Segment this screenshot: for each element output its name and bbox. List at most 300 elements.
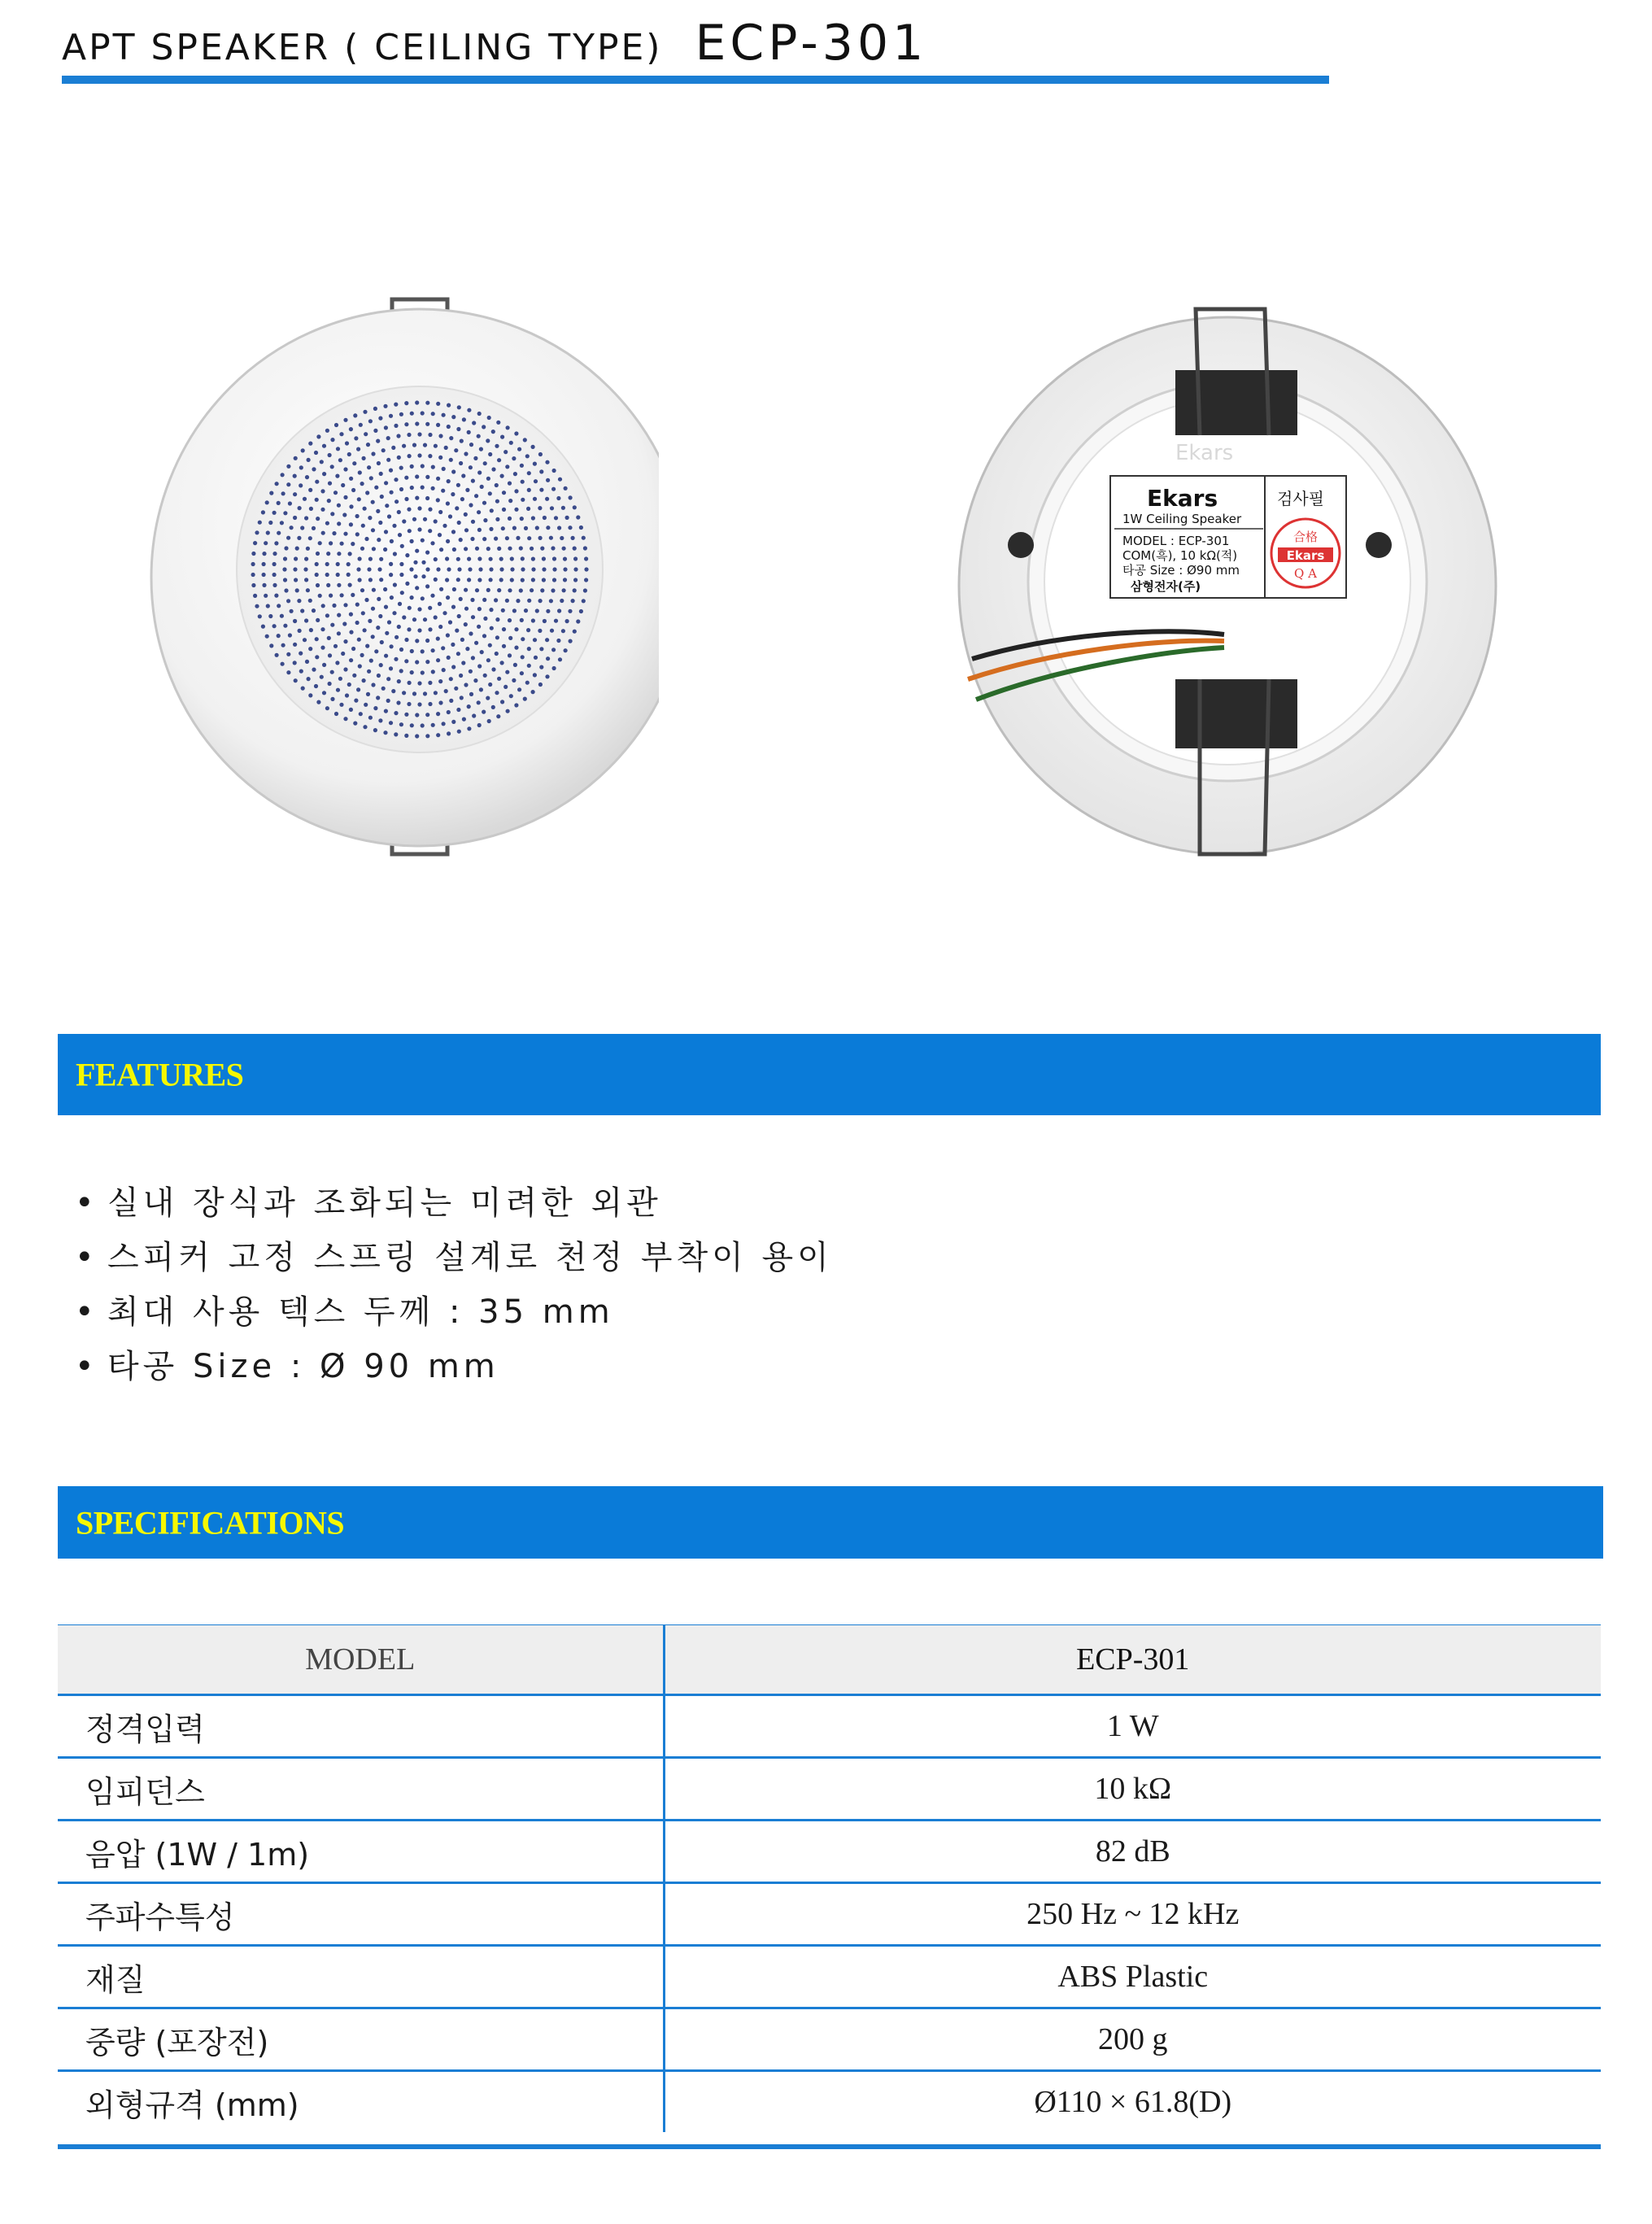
grill-hole xyxy=(269,643,273,648)
grill-hole xyxy=(312,608,316,613)
grill-hole xyxy=(470,598,474,602)
grill-hole xyxy=(400,591,404,595)
table-row xyxy=(58,1883,1601,1946)
grill-hole xyxy=(363,507,367,511)
grill-hole xyxy=(404,476,408,480)
grill-hole xyxy=(299,669,303,674)
grill-hole xyxy=(563,567,567,571)
grill-hole xyxy=(556,496,560,500)
grill-hole xyxy=(495,691,499,695)
grill-hole xyxy=(442,413,446,417)
spec-value: 250 Hz ~ 12 kHz xyxy=(664,1883,1601,1946)
grill-hole xyxy=(314,451,318,455)
grill-hole xyxy=(415,734,419,738)
grill-hole xyxy=(573,556,578,560)
grill-hole xyxy=(283,624,287,628)
spec-value: 82 dB xyxy=(664,1821,1601,1883)
grill-hole xyxy=(341,483,345,487)
features-heading-bar xyxy=(58,1034,1601,1115)
grill-hole xyxy=(482,634,486,638)
grill-hole xyxy=(298,629,302,633)
grill-hole xyxy=(551,588,555,592)
grill-hole xyxy=(441,646,445,650)
grill-hole xyxy=(277,501,281,505)
grill-hole xyxy=(394,424,398,428)
grill-hole xyxy=(294,678,298,682)
spec-label: 음압 (1W / 1m) xyxy=(58,1821,664,1883)
grill-hole xyxy=(535,525,539,530)
grill-hole xyxy=(527,664,531,668)
grill-hole xyxy=(314,684,318,688)
grill-hole xyxy=(349,708,353,712)
grill-hole xyxy=(410,595,414,600)
table-row xyxy=(58,1758,1601,1821)
grill-hole xyxy=(482,710,486,714)
grill-hole xyxy=(269,491,273,495)
grill-hole xyxy=(473,678,477,682)
table-row xyxy=(58,2071,1601,2133)
grill-hole xyxy=(281,662,285,666)
grill-hole xyxy=(560,536,564,540)
grill-hole xyxy=(329,594,333,598)
grill-hole xyxy=(336,573,340,577)
grill-hole xyxy=(330,438,334,442)
title-model: ECP-301 xyxy=(695,15,928,72)
grill-hole xyxy=(482,598,486,602)
grill-hole xyxy=(434,444,438,448)
spec-value: 1 W xyxy=(664,1695,1601,1758)
grill-hole xyxy=(527,471,531,475)
grill-hole xyxy=(379,472,383,476)
grill-hole xyxy=(469,692,473,696)
grill-hole xyxy=(412,617,416,621)
grill-hole xyxy=(343,603,347,607)
grill-hole xyxy=(353,722,357,726)
grill-hole xyxy=(477,556,482,560)
grill-hole xyxy=(421,539,425,543)
grill-hole xyxy=(361,611,365,615)
grill-hole xyxy=(266,530,270,534)
grill-hole xyxy=(531,445,535,449)
grill-hole xyxy=(530,588,534,592)
grill-hole xyxy=(513,663,517,667)
grill-hole xyxy=(456,578,460,582)
grill-hole xyxy=(262,562,266,566)
grill-hole xyxy=(531,516,535,520)
grill-hole xyxy=(436,477,440,481)
grill-hole xyxy=(315,498,319,502)
grill-hole xyxy=(472,713,476,717)
grill-hole xyxy=(294,578,298,582)
grill-hole xyxy=(417,506,421,510)
grill-hole xyxy=(445,578,449,582)
grill-hole xyxy=(520,618,524,622)
grill-hole xyxy=(520,464,524,468)
grill-hole xyxy=(457,614,461,618)
spec-value: ABS Plastic xyxy=(664,1946,1601,2008)
table-header-value: ECP-301 xyxy=(664,1625,1601,1695)
grill-hole xyxy=(307,677,311,681)
grill-hole xyxy=(379,663,383,667)
grill-hole xyxy=(499,567,503,571)
grill-hole xyxy=(321,531,325,535)
grill-hole xyxy=(533,638,537,642)
grill-hole xyxy=(343,532,347,536)
grill-hole xyxy=(377,567,381,571)
spec-value: Ø110 × 61.8(D) xyxy=(664,2071,1601,2133)
grill-hole xyxy=(398,533,402,537)
grill-hole xyxy=(333,644,338,648)
grill-hole xyxy=(359,423,363,427)
grill-hole xyxy=(539,488,543,492)
grill-hole xyxy=(366,692,370,696)
grill-hole xyxy=(303,638,307,642)
grill-hole xyxy=(447,567,451,571)
grill-hole xyxy=(342,512,347,517)
grill-hole xyxy=(510,556,514,560)
grill-hole xyxy=(328,482,332,486)
grill-hole xyxy=(413,560,417,565)
grill-hole xyxy=(494,598,498,602)
grill-hole xyxy=(487,416,491,420)
grill-hole xyxy=(384,605,388,609)
grill-hole xyxy=(460,638,464,642)
grill-hole xyxy=(490,626,494,630)
grill-hole xyxy=(286,599,290,603)
grill-hole xyxy=(347,573,351,577)
grill-hole xyxy=(290,609,294,613)
grill-hole xyxy=(444,446,448,450)
grill-hole xyxy=(357,497,361,501)
grill-hole xyxy=(445,556,449,560)
grill-hole xyxy=(349,522,353,526)
table-header-label: MODEL xyxy=(58,1625,664,1695)
grill-hole xyxy=(471,615,475,619)
svg-text:MODEL : ECP-301: MODEL : ECP-301 xyxy=(1122,534,1230,548)
grill-hole xyxy=(318,541,322,545)
grill-hole xyxy=(308,599,312,603)
grill-hole xyxy=(330,670,334,674)
grill-hole xyxy=(488,491,492,495)
grill-hole xyxy=(368,619,372,623)
grill-hole xyxy=(294,456,298,460)
grill-hole xyxy=(304,618,308,622)
grill-hole xyxy=(451,415,455,419)
grill-hole xyxy=(300,608,304,613)
grill-hole xyxy=(508,547,512,551)
title-text: APT SPEAKER ( CEILING TYPE) xyxy=(62,27,663,68)
grill-hole xyxy=(288,633,292,637)
grill-hole xyxy=(477,412,482,416)
grill-hole xyxy=(469,443,473,447)
grill-hole xyxy=(480,650,484,654)
grill-hole xyxy=(417,702,421,706)
grill-hole xyxy=(363,725,367,729)
grill-hole xyxy=(374,486,378,490)
grill-hole xyxy=(467,726,471,730)
grill-hole xyxy=(415,474,419,478)
grill-hole xyxy=(500,700,504,704)
grill-hole xyxy=(300,525,304,530)
grill-hole xyxy=(495,635,499,639)
grill-hole xyxy=(521,578,525,582)
grill-hole xyxy=(383,404,387,408)
grill-hole xyxy=(316,583,320,587)
grill-hole xyxy=(543,516,547,520)
grill-hole xyxy=(277,531,281,535)
grill-hole xyxy=(425,422,429,426)
grill-hole xyxy=(486,696,490,700)
grill-hole xyxy=(363,628,367,632)
grill-hole xyxy=(452,587,456,591)
grill-hole xyxy=(543,619,547,623)
grill-hole xyxy=(534,656,538,660)
grill-hole xyxy=(454,687,458,691)
grill-hole xyxy=(415,549,419,553)
grill-hole xyxy=(376,439,380,443)
grill-hole xyxy=(501,608,505,613)
grill-hole xyxy=(564,648,568,652)
grill-hole xyxy=(383,587,387,591)
grill-hole xyxy=(347,562,351,566)
grill-hole xyxy=(451,665,455,669)
grill-hole xyxy=(489,527,493,531)
grill-hole xyxy=(340,542,344,546)
grill-hole xyxy=(262,583,266,587)
grill-hole xyxy=(506,425,510,430)
grill-hole xyxy=(438,456,442,460)
grill-hole xyxy=(573,588,577,592)
grill-hole xyxy=(349,477,353,481)
grill-hole xyxy=(378,718,382,722)
grill-hole xyxy=(293,474,297,478)
grill-hole xyxy=(508,653,512,657)
grill-hole xyxy=(438,533,442,537)
grill-hole xyxy=(392,524,396,528)
grill-hole xyxy=(349,613,353,617)
grill-hole xyxy=(552,567,556,571)
grill-hole xyxy=(352,461,356,465)
grill-hole xyxy=(358,556,362,560)
grill-hole xyxy=(286,652,290,656)
grill-hole xyxy=(386,677,390,681)
grill-hole xyxy=(488,682,492,687)
grill-hole xyxy=(264,594,268,598)
grill-hole xyxy=(397,456,401,460)
grill-hole xyxy=(253,594,257,598)
grill-hole xyxy=(396,700,400,704)
grill-hole xyxy=(512,456,516,460)
grill-hole xyxy=(362,678,366,682)
grill-hole xyxy=(446,539,450,543)
grill-hole xyxy=(384,425,388,430)
grill-hole xyxy=(431,648,435,652)
grill-hole xyxy=(428,702,432,706)
grill-hole xyxy=(473,456,477,460)
grill-hole xyxy=(436,637,440,641)
grill-hole xyxy=(368,557,373,561)
grill-hole xyxy=(390,595,394,600)
grill-hole xyxy=(286,464,290,469)
grill-hole xyxy=(415,400,419,404)
grill-hole xyxy=(462,417,466,421)
grill-hole xyxy=(451,469,455,473)
grill-hole xyxy=(545,638,549,642)
grill-hole xyxy=(439,547,443,552)
grill-hole xyxy=(268,521,272,525)
grill-hole xyxy=(354,436,358,440)
grill-hole xyxy=(538,506,542,510)
grill-hole xyxy=(277,634,281,638)
grill-hole xyxy=(343,717,347,721)
grill-hole xyxy=(464,512,468,517)
grill-hole xyxy=(579,525,583,530)
grill-hole xyxy=(417,453,421,457)
title-underline xyxy=(62,76,1329,84)
grill-hole xyxy=(545,674,549,678)
features-list xyxy=(75,1176,833,1394)
grill-hole xyxy=(514,508,518,512)
grill-hole xyxy=(397,510,401,514)
grill-hole xyxy=(452,547,456,552)
grill-hole xyxy=(421,411,425,415)
grill-hole xyxy=(438,625,442,629)
grill-hole xyxy=(386,699,390,703)
grill-hole xyxy=(516,536,520,540)
grill-hole xyxy=(407,627,411,631)
grill-hole xyxy=(497,677,501,681)
grill-hole xyxy=(436,658,440,662)
grill-hole xyxy=(351,593,355,597)
grill-hole xyxy=(371,451,375,456)
grill-hole xyxy=(339,703,343,707)
grill-hole xyxy=(309,507,313,511)
grill-hole xyxy=(404,659,408,663)
grill-hole xyxy=(389,414,393,418)
grill-hole xyxy=(554,619,558,623)
grill-hole xyxy=(297,599,301,603)
grill-hole xyxy=(444,689,448,693)
grill-hole xyxy=(322,444,326,448)
grill-hole xyxy=(542,567,546,571)
grill-hole xyxy=(573,578,578,582)
grill-hole xyxy=(421,464,425,468)
grill-hole xyxy=(480,485,484,489)
grill-hole xyxy=(316,434,320,438)
svg-text:삼형전자(주): 삼형전자(주) xyxy=(1131,579,1201,594)
grill-hole xyxy=(573,567,578,571)
spec-value: 10 kΩ xyxy=(664,1758,1601,1821)
grill-hole xyxy=(478,567,482,571)
grill-hole xyxy=(491,467,495,471)
grill-hole xyxy=(540,547,544,551)
grill-hole xyxy=(306,547,310,551)
grill-hole xyxy=(328,653,332,657)
grill-hole xyxy=(303,497,307,501)
grill-hole xyxy=(483,518,487,522)
grill-hole xyxy=(505,670,509,674)
grill-hole xyxy=(542,556,546,560)
grill-hole xyxy=(557,525,561,530)
grill-hole xyxy=(483,461,487,465)
grill-hole xyxy=(294,556,298,560)
grill-hole xyxy=(449,677,453,681)
grill-hole xyxy=(431,669,435,674)
grill-hole xyxy=(495,652,499,656)
grill-hole xyxy=(477,434,481,438)
grill-hole xyxy=(556,639,560,643)
grill-hole xyxy=(384,654,388,658)
grill-hole xyxy=(421,574,425,578)
grill-hole xyxy=(402,519,406,523)
grill-hole xyxy=(405,553,409,557)
grill-hole xyxy=(495,517,499,521)
grill-hole xyxy=(398,602,402,606)
grill-hole xyxy=(396,434,400,438)
grill-hole xyxy=(470,537,474,541)
grill-hole xyxy=(584,556,588,560)
grill-hole xyxy=(337,631,341,635)
grill-hole xyxy=(402,444,406,448)
grill-hole xyxy=(360,588,364,592)
grill-hole xyxy=(584,578,588,582)
grill-hole xyxy=(327,499,331,503)
grill-hole xyxy=(371,607,375,611)
grill-hole xyxy=(304,516,308,520)
grill-hole xyxy=(368,516,372,520)
grill-hole xyxy=(412,443,416,447)
grill-hole xyxy=(316,517,320,521)
grill-hole xyxy=(456,652,460,656)
grill-hole xyxy=(438,700,442,704)
grill-hole xyxy=(462,717,466,722)
grill-hole xyxy=(360,482,364,486)
grill-hole xyxy=(404,734,408,738)
table-row xyxy=(58,1821,1601,1883)
grill-hole xyxy=(455,629,459,633)
grill-hole xyxy=(293,643,297,647)
grill-hole xyxy=(325,706,329,710)
grill-hole xyxy=(338,458,342,462)
grill-hole xyxy=(451,643,455,647)
grill-hole xyxy=(479,447,483,451)
grill-hole xyxy=(404,497,408,501)
grill-hole xyxy=(525,454,530,458)
grill-hole xyxy=(354,699,358,703)
grill-hole xyxy=(539,469,543,473)
grill-hole xyxy=(322,472,326,476)
grill-hole xyxy=(512,608,517,613)
grill-hole xyxy=(339,432,343,436)
grill-hole xyxy=(293,516,297,520)
grill-hole xyxy=(409,567,413,571)
grill-hole xyxy=(412,691,416,696)
grill-hole xyxy=(451,605,455,609)
grill-hole xyxy=(407,702,411,706)
grill-hole xyxy=(571,536,575,540)
grill-hole xyxy=(377,461,381,465)
grill-hole xyxy=(474,641,478,645)
grill-hole xyxy=(550,506,554,510)
grill-hole xyxy=(486,547,490,551)
grill-hole xyxy=(459,674,463,678)
grill-hole xyxy=(410,486,414,490)
grill-hole xyxy=(384,481,388,485)
grill-hole xyxy=(531,578,535,582)
table-row xyxy=(58,2008,1601,2071)
grill-hole xyxy=(338,677,342,681)
grill-hole xyxy=(357,638,361,642)
